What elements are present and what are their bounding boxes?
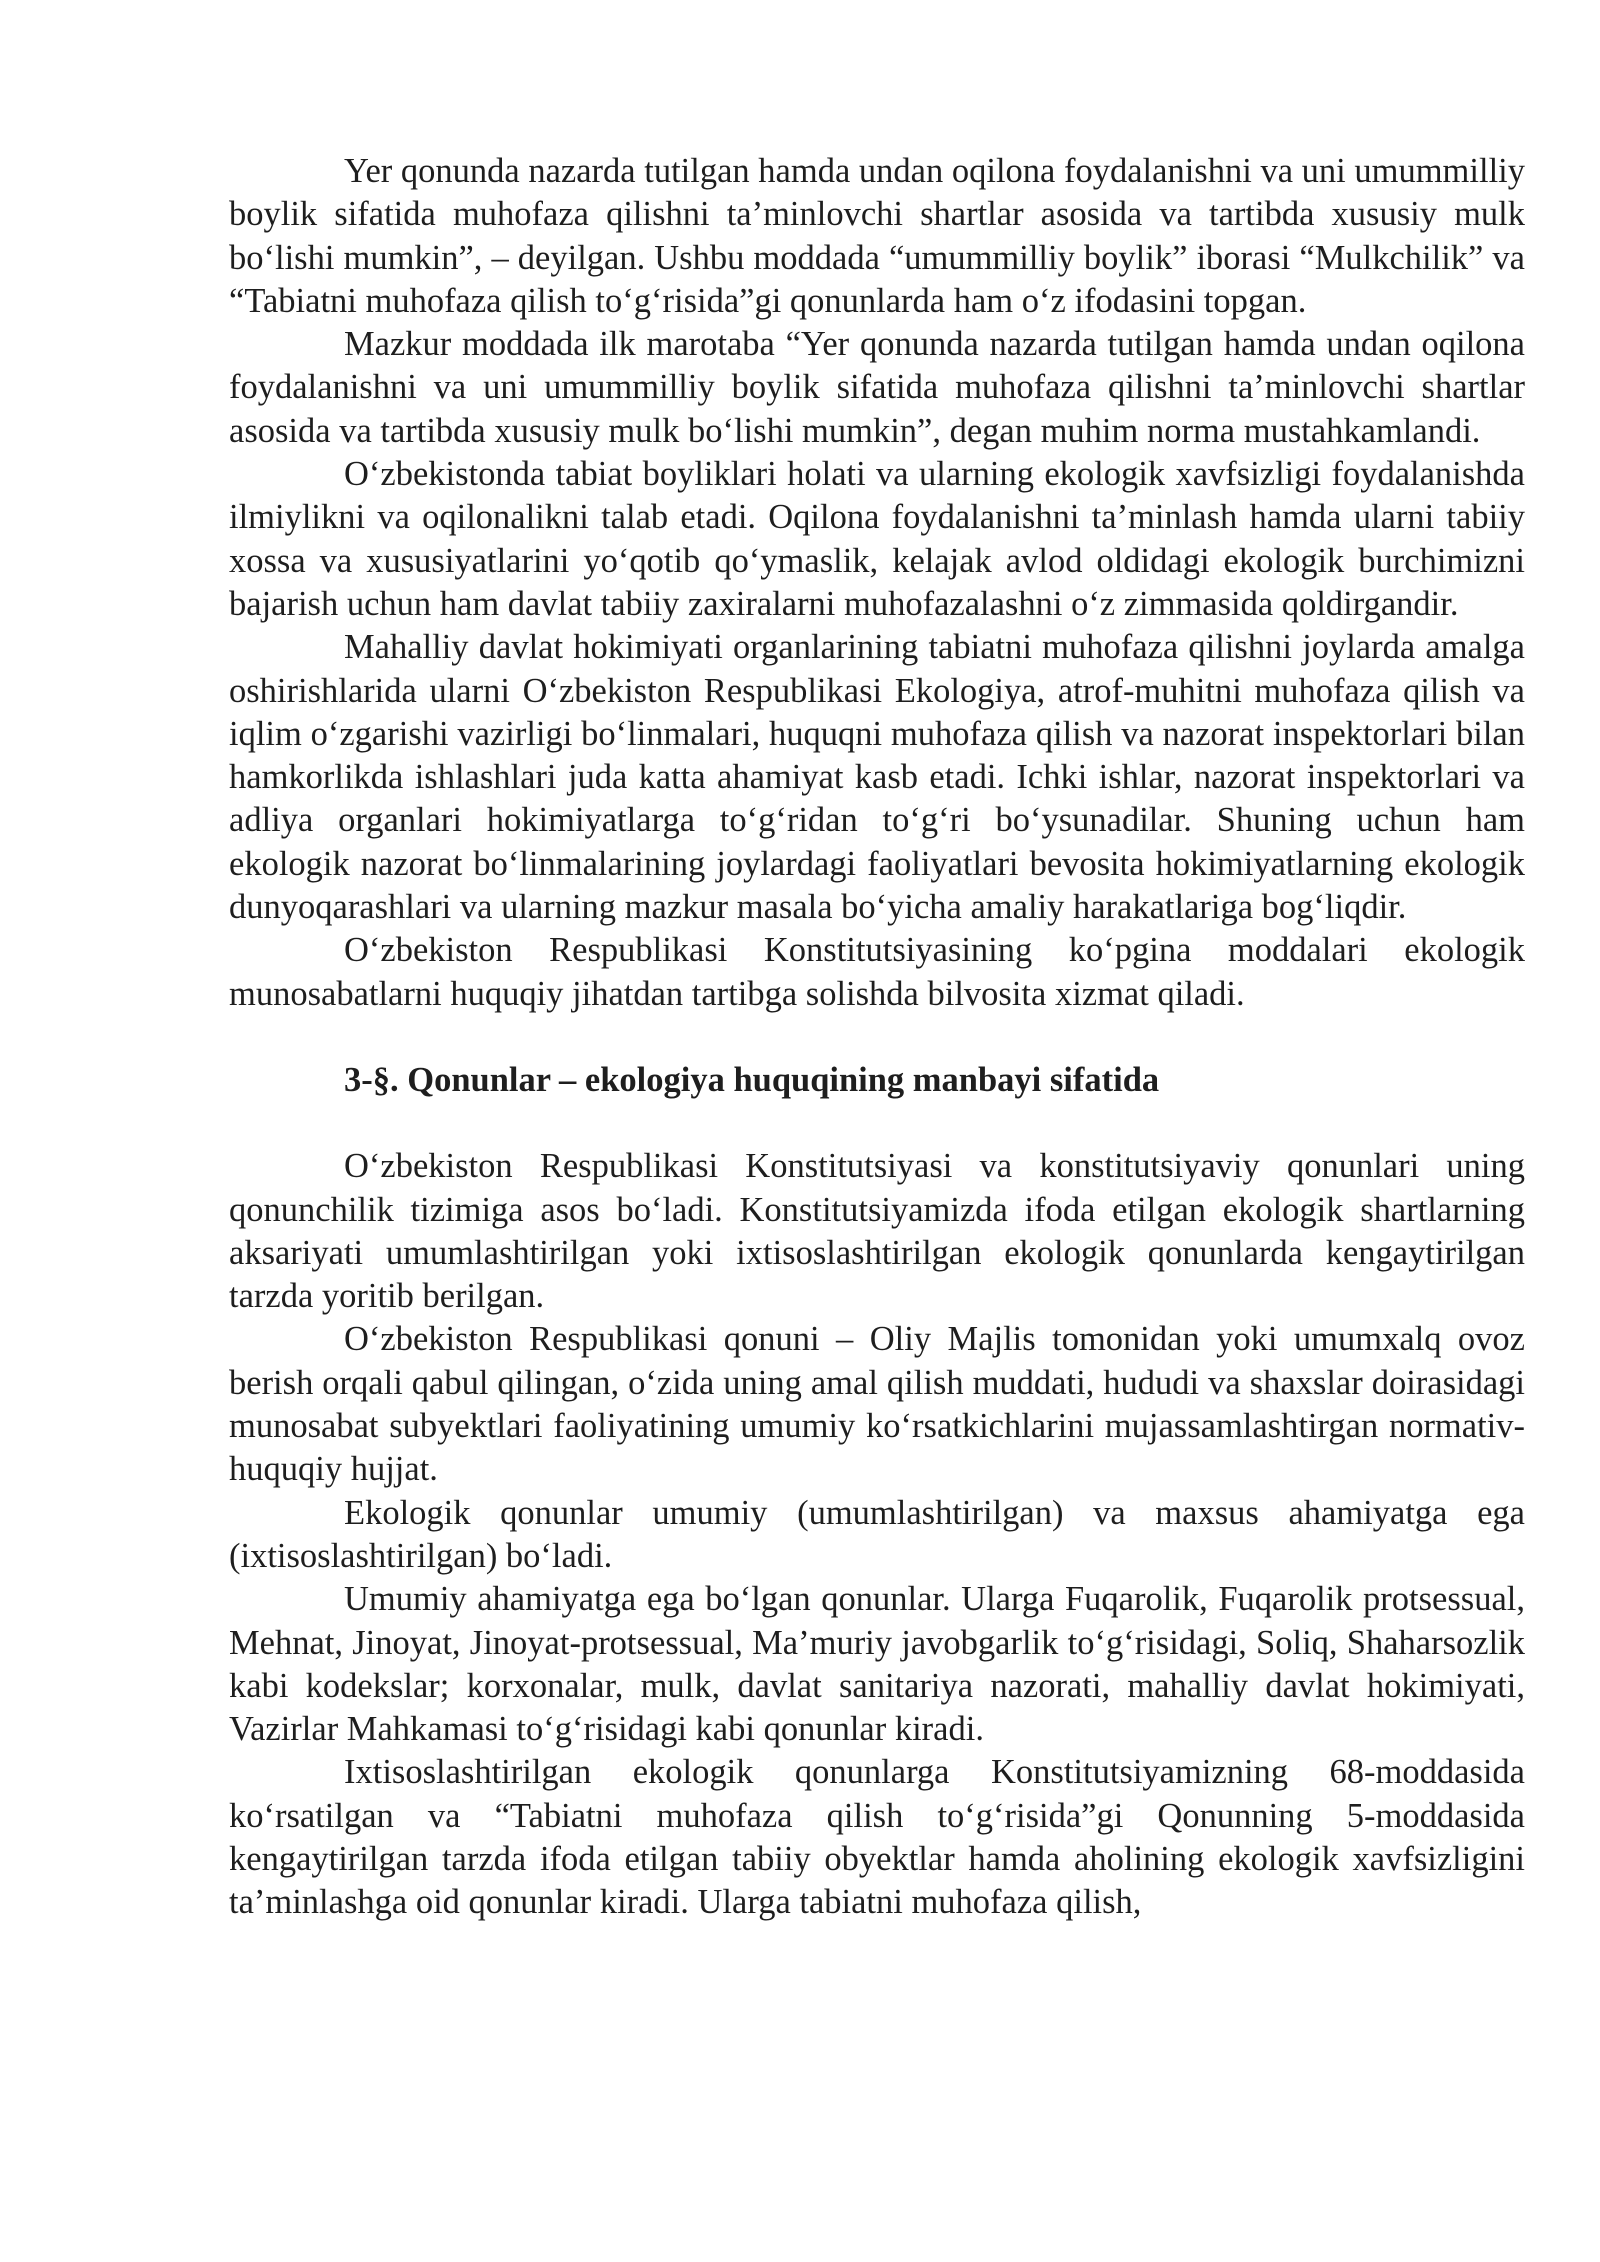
- document-page: [229, 150, 1525, 1925]
- section-heading: 3-§. Qonunlar – ekologiya huquqining manbayi sifatida: [344, 1060, 1160, 1099]
- paragraph: O‘zbekiston Respublikasi Konstitutsiyasi va konstitutsiyaviy qonunlari uning qonunchilik tizimiga asos bo‘ladi. Konstitutsiyamizda ifoda etilgan ekologik shartlarning aksariyati umumlashtirilgan yoki ixtisoslashtirilgan ekologik qonunlarda kengaytirilgan tarzda yoritib berilgan.: [229, 1147, 1525, 1316]
- paragraph: O‘zbekiston Respublikasi Konstitutsiyasining ko‘pgina moddalari ekologik munosabatlarni huquqiy jihatdan tartibga solishda bilvosita xizmat qiladi.: [229, 931, 1525, 1013]
- paragraph: O‘zbekistonda tabiat boyliklari holati va ularning ekologik xavfsizligi foydalanishda ilmiylikni va oqilonalikni talab etadi. Oqilona foydalanishni ta’minlash hamda ularni tabiiy xossa va xususiyatlarini yo‘qotib qo‘ymaslik, kelajak avlod oldidagi ekologik burchimizni bajarish uchun ham davlat tabiiy zaxiralarni muhofazalashni o‘z zimmasida qoldirgandir.: [229, 455, 1525, 623]
- paragraph: Ekologik qonunlar umumiy (umumlashtirilgan) va maxsus ahamiyatga ega (ixtisoslashtirilgan) bo‘ladi.: [229, 1493, 1525, 1575]
- paragraph: Umumiy ahamiyatga ega bo‘lgan qonunlar. Ularga Fuqarolik, Fuqarolik protsessual, Mehnat, Jinoyat, Jinoyat-protsessual, Ma’muriy javobgarlik to‘g‘risidagi, Soliq, Shaharsozlik kabi kodekslar; korxonalar, mulk, davlat sanitariya nazorati, mahalliy davlat hokimiyati, Vazirlar Mahkamasi to‘g‘risidagi kabi qonunlar kiradi.: [229, 1580, 1525, 1749]
- paragraph: Mazkur moddada ilk marotaba “Yer qonunda nazarda tutilgan hamda undan oqilona foydalanishni va uni umummilliy boylik sifatida muhofaza qilishni ta’minlovchi shartlar asosida va tartibda xususiy mulk bo‘lishi mumkin”, degan muhim norma mustahkamlandi.: [229, 325, 1525, 450]
- paragraph: Mahalliy davlat hokimiyati organlarining tabiatni muhofaza qilishni joylarda amalga oshirishlarida ularni O‘zbekiston Respublikasi Ekologiya, atrof-muhitni muhofaza qilish va iqlim o‘zgarishi vazirligi bo‘linmalari, huquqni muhofaza qilish va nazorat inspektorlari bilan hamkorlikda ishlashlari juda katta ahamiyat kasb etadi. Ichki ishlar, nazorat inspektorlari va adliya organlari hokimiyatlarga to‘g‘ridan to‘g‘ri bo‘ysunadilar. Shuning uchun ham ekologik nazorat bo‘linmalarining joylardagi faoliyatlari bevosita hokimiyatlarning ekologik dunyoqarashlari va ularning mazkur masala bo‘yicha amaliy harakatlariga bog‘liqdir.: [229, 628, 1525, 927]
- paragraph: Yer qonunda nazarda tutilgan hamda undan oqilona foydalanishni va uni umummilliy boylik sifatida muhofaza qilishni ta’minlovchi shartlar asosida va tartibda xususiy mulk bo‘lishi mumkin”, – deyilgan. Ushbu moddada “umummilliy boylik” iborasi “Mulkchilik” va “Tabiatni muhofaza qilish to‘g‘risida”gi qonunlarda ham o‘z ifodasini topgan.: [229, 152, 1525, 320]
- paragraph: O‘zbekiston Respublikasi qonuni – Oliy Majlis tomonidan yoki umumxalq ovoz berish orqali qabul qilingan, o‘zida uning amal qilish muddati, hududi va shaxslar doirasidagi munosabat subyektlari faoliyatining umumiy ko‘rsatkichlarini mujassamlashtirgan normativ-huquqiy hujjat.: [229, 1320, 1525, 1489]
- paragraph: Ixtisoslashtirilgan ekologik qonunlarga Konstitutsiyamizning 68-moddasida ko‘rsatilgan va “Tabiatni muhofaza qilish to‘g‘risida”gi Qonunning 5-moddasida kengaytirilgan tarzda ifoda etilgan tabiiy obyektlar hamda aholining ekologik xavfsizligini ta’minlashga oid qonunlar kiradi. Ularga tabiatni muhofaza qilish,: [229, 1753, 1525, 1922]
